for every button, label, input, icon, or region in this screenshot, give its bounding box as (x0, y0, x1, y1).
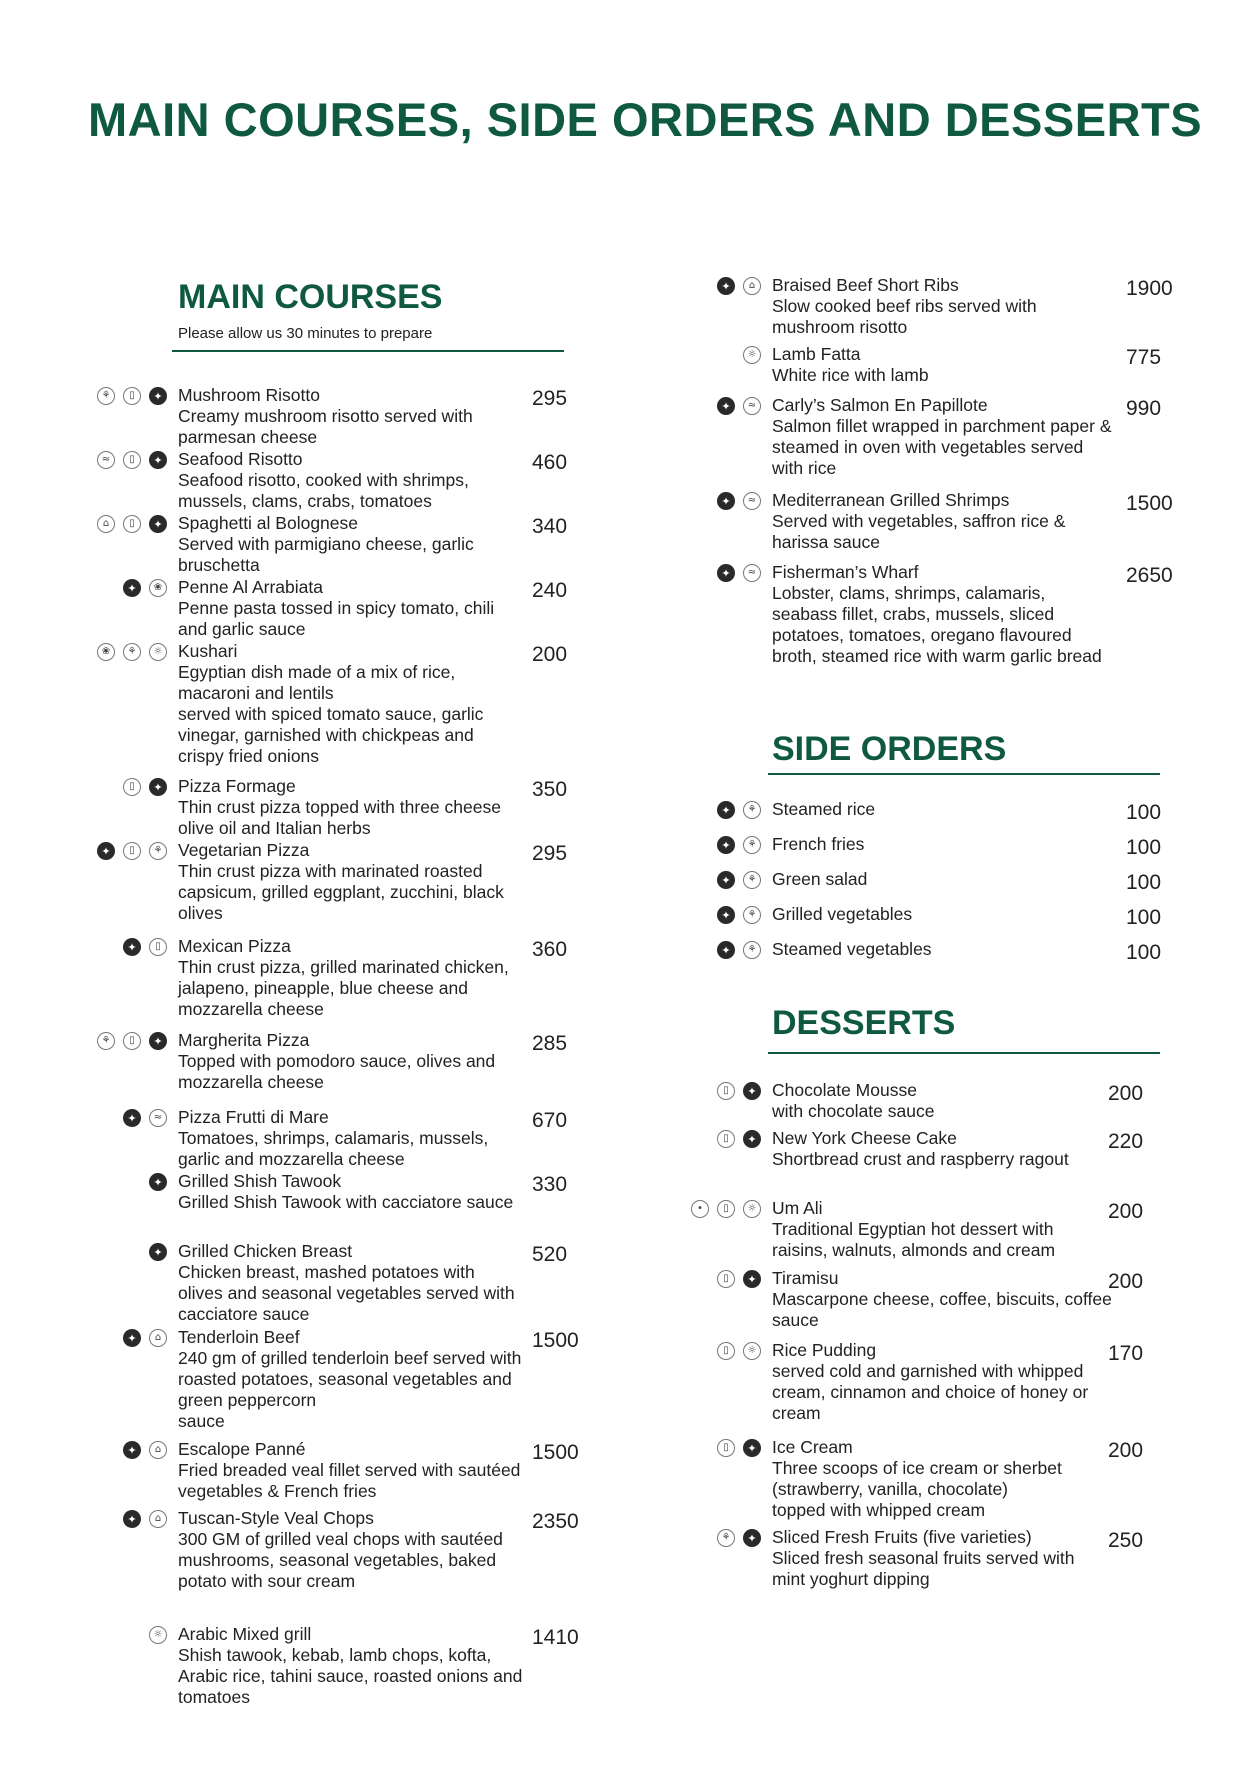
menu-item-steamed-vegetables (772, 939, 1112, 960)
item-price: 100 (1126, 836, 1162, 859)
international-icon: ✦ (149, 778, 167, 796)
item-price: 330 (532, 1173, 568, 1196)
item-description: Mascarpone cheese, coffee, biscuits, coffee sauce (772, 1289, 1112, 1330)
menu-item-tuscan-style-veal-chops (178, 1508, 523, 1592)
item-price: 2650 (1126, 564, 1173, 587)
dairy-icon: ▯ (123, 1032, 141, 1050)
vegetarian-icon: ⚘ (717, 1529, 735, 1547)
dietary-icons (717, 1439, 761, 1457)
item-name: Tuscan-Style Veal Chops (178, 1508, 374, 1528)
spicy-icon: ❀ (97, 643, 115, 661)
dietary-icons (123, 938, 167, 956)
seafood-icon: ≈ (97, 451, 115, 469)
dietary-icons (717, 397, 761, 415)
item-price: 990 (1126, 397, 1162, 420)
international-icon: ✦ (123, 938, 141, 956)
dietary-icons (123, 579, 167, 597)
international-icon: ✦ (717, 492, 735, 510)
international-icon: ✦ (123, 1441, 141, 1459)
item-name: Steamed rice (772, 799, 876, 819)
item-description: Thin crust pizza with marinated roasted capsicum, grilled eggplant, zucchini, black olives (178, 861, 504, 923)
vegetarian-icon: ⚘ (743, 836, 761, 854)
egyptian-icon: ☼ (149, 643, 167, 661)
item-name: Grilled Chicken Breast (178, 1241, 353, 1261)
item-description: Tomatoes, shrimps, calamaris, mussels, garlic and mozzarella cheese (178, 1128, 489, 1169)
item-price: 670 (532, 1109, 568, 1132)
side-orders-title: SIDE ORDERS (772, 730, 1007, 768)
item-name: Green salad (772, 869, 868, 889)
dietary-icons (123, 1329, 167, 1347)
item-description: Thin crust pizza topped with three cheese olive oil and Italian herbs (178, 797, 501, 838)
menu-item-tenderloin-beef (178, 1327, 523, 1432)
item-description: Salmon fillet wrapped in parchment paper & steamed in oven with vegetables served with rice (772, 416, 1112, 478)
egyptian-icon: ☼ (743, 346, 761, 364)
dairy-icon: ▯ (717, 1200, 735, 1218)
international-icon: ✦ (123, 579, 141, 597)
item-name: Mushroom Risotto (178, 385, 320, 405)
menu-item-tiramisu (772, 1268, 1112, 1331)
vegetarian-icon: ⚘ (123, 643, 141, 661)
dietary-icons (123, 1109, 167, 1127)
dietary-icons (717, 1130, 761, 1148)
international-icon: ✦ (717, 397, 735, 415)
item-price: 1500 (1126, 492, 1173, 515)
menu-item-pizza-frutti-di-mare (178, 1107, 523, 1170)
menu-item-um-ali (772, 1198, 1112, 1261)
item-name: Pizza Formage (178, 776, 296, 796)
meat-icon: ⌂ (97, 515, 115, 533)
item-price: 240 (532, 579, 568, 602)
item-description: Grilled Shish Tawook with cacciatore sauce (178, 1192, 514, 1212)
item-name: Margherita Pizza (178, 1030, 310, 1050)
menu-item-french-fries (772, 834, 1112, 855)
item-description: Penne pasta tossed in spicy tomato, chili and garlic sauce (178, 598, 495, 639)
menu-item-grilled-chicken-breast (178, 1241, 523, 1325)
item-price: 200 (1108, 1200, 1144, 1223)
dietary-icons (97, 643, 167, 661)
dietary-icons (717, 836, 761, 854)
item-price: 200 (1108, 1082, 1144, 1105)
item-price: 295 (532, 387, 568, 410)
item-price: 100 (1126, 801, 1162, 824)
dietary-icons (717, 1342, 761, 1360)
item-name: Chocolate Mousse (772, 1080, 917, 1100)
item-description: Traditional Egyptian hot dessert with raisins, walnuts, almonds and cream (772, 1219, 1056, 1260)
dairy-icon: ▯ (123, 842, 141, 860)
vegetarian-icon: ⚘ (149, 842, 167, 860)
menu-item-vegetarian-pizza (178, 840, 523, 924)
item-name: Kushari (178, 641, 238, 661)
dairy-icon: ▯ (717, 1082, 735, 1100)
menu-item-seafood-risotto (178, 449, 523, 512)
menu-item-chocolate-mousse (772, 1080, 1112, 1122)
dietary-icons (123, 778, 167, 796)
international-icon: ✦ (743, 1130, 761, 1148)
dietary-icons (97, 451, 167, 469)
item-description: Three scoops of ice cream or sherbet (strawberry, vanilla, chocolate) topped with whipped cream (772, 1458, 1062, 1520)
item-name: Escalope Panné (178, 1439, 306, 1459)
international-icon: ✦ (717, 906, 735, 924)
menu-item-fisherman-s-wharf (772, 562, 1112, 667)
dietary-icons (97, 842, 167, 860)
dairy-icon: ▯ (717, 1130, 735, 1148)
dietary-icons (717, 801, 761, 819)
prep-time-note: Please allow us 30 minutes to prepare (178, 325, 433, 342)
seafood-icon: ≈ (743, 397, 761, 415)
item-price: 1500 (532, 1329, 579, 1352)
item-name: Lamb Fatta (772, 344, 861, 364)
item-name: Sliced Fresh Fruits (five varieties) (772, 1527, 1032, 1547)
international-icon: ✦ (717, 836, 735, 854)
seafood-icon: ≈ (743, 492, 761, 510)
dietary-icons (717, 492, 761, 510)
international-icon: ✦ (743, 1439, 761, 1457)
item-name: New York Cheese Cake (772, 1128, 957, 1148)
dietary-icons (149, 1626, 167, 1644)
item-description: Served with vegetables, saffron rice & harissa sauce (772, 511, 1066, 552)
page-title: MAIN COURSES, SIDE ORDERS AND DESSERTS (88, 93, 1203, 146)
item-description: Served with parmigiano cheese, garlic bruschetta (178, 534, 474, 575)
international-icon: ✦ (743, 1082, 761, 1100)
vegetarian-icon: ⚘ (97, 1032, 115, 1050)
item-description: served cold and garnished with whipped cream, cinnamon and choice of honey or cream (772, 1361, 1089, 1423)
item-price: 2350 (532, 1510, 579, 1533)
dietary-icons (717, 1082, 761, 1100)
international-icon: ✦ (149, 515, 167, 533)
item-price: 1900 (1126, 277, 1173, 300)
menu-item-spaghetti-al-bolognese (178, 513, 523, 576)
menu-item-braised-beef-short-ribs (772, 275, 1112, 338)
international-icon: ✦ (149, 451, 167, 469)
item-name: Fisherman’s Wharf (772, 562, 919, 582)
item-price: 360 (532, 938, 568, 961)
item-name: Mexican Pizza (178, 936, 291, 956)
international-icon: ✦ (717, 871, 735, 889)
item-name: Steamed vegetables (772, 939, 932, 959)
item-price: 460 (532, 451, 568, 474)
item-name: Grilled vegetables (772, 904, 913, 924)
dairy-icon: ▯ (123, 778, 141, 796)
item-description: 300 GM of grilled veal chops with sautéed mushrooms, seasonal vegetables, baked potato with sour cream (178, 1529, 503, 1591)
item-price: 285 (532, 1032, 568, 1055)
item-name: Tenderloin Beef (178, 1327, 300, 1347)
dietary-icons (123, 1441, 167, 1459)
item-name: Pizza Frutti di Mare (178, 1107, 329, 1127)
dairy-icon: ▯ (717, 1270, 735, 1288)
international-icon: ✦ (97, 842, 115, 860)
international-icon: ✦ (717, 564, 735, 582)
side-orders-header (772, 730, 1006, 769)
item-price: 200 (1108, 1439, 1144, 1462)
item-name: Carly’s Salmon En Papillote (772, 395, 988, 415)
menu-item-lamb-fatta (772, 344, 1112, 386)
meat-icon: ⌂ (149, 1510, 167, 1528)
international-icon: ✦ (149, 1032, 167, 1050)
menu-item-mexican-pizza (178, 936, 523, 1020)
item-name: Arabic Mixed grill (178, 1624, 312, 1644)
meat-icon: ⌂ (149, 1441, 167, 1459)
dietary-icons (717, 564, 761, 582)
item-description: Sliced fresh seasonal fruits served with mint yoghurt dipping (772, 1548, 1075, 1589)
item-price: 200 (532, 643, 568, 666)
international-icon: ✦ (149, 1243, 167, 1261)
item-price: 250 (1108, 1529, 1144, 1552)
menu-item-arabic-mixed-grill (178, 1624, 523, 1708)
menu-item-steamed-rice (772, 799, 1112, 820)
item-name: Tiramisu (772, 1268, 839, 1288)
item-name: Ice Cream (772, 1437, 853, 1457)
item-price: 340 (532, 515, 568, 538)
international-icon: ✦ (149, 1173, 167, 1191)
dairy-icon: ▯ (717, 1439, 735, 1457)
menu-item-sliced-fresh-fruits-five-varieties (772, 1527, 1112, 1590)
item-name: Spaghetti al Bolognese (178, 513, 358, 533)
menu-item-penne-al-arrabiata (178, 577, 523, 640)
item-name: Um Ali (772, 1198, 823, 1218)
menu-item-pizza-formage (178, 776, 523, 839)
menu-item-ice-cream (772, 1437, 1112, 1521)
international-icon: ✦ (123, 1109, 141, 1127)
egyptian-icon: ☼ (743, 1200, 761, 1218)
item-name: French fries (772, 834, 865, 854)
dietary-icons (97, 515, 167, 533)
dietary-icons (149, 1173, 167, 1191)
menu-item-rice-pudding (772, 1340, 1112, 1424)
dietary-icons (97, 387, 167, 405)
menu-item-escalope-pann (178, 1439, 523, 1502)
nuts-icon: • (691, 1200, 709, 1218)
item-description: Topped with pomodoro sauce, olives and mozzarella cheese (178, 1051, 496, 1092)
international-icon: ✦ (743, 1529, 761, 1547)
item-price: 100 (1126, 906, 1162, 929)
international-icon: ✦ (743, 1270, 761, 1288)
dairy-icon: ▯ (123, 451, 141, 469)
menu-item-grilled-shish-tawook (178, 1171, 523, 1213)
dietary-icons (691, 1200, 761, 1218)
item-price: 295 (532, 842, 568, 865)
main-courses-title: MAIN COURSES (178, 278, 443, 316)
menu-item-grilled-vegetables (772, 904, 1112, 925)
menu-item-carly-s-salmon-en-papillote (772, 395, 1112, 479)
international-icon: ✦ (717, 941, 735, 959)
egyptian-icon: ☼ (149, 1626, 167, 1644)
main-courses-header (178, 278, 442, 342)
vegetarian-icon: ⚘ (743, 941, 761, 959)
item-name: Braised Beef Short Ribs (772, 275, 959, 295)
item-price: 1500 (532, 1441, 579, 1464)
dietary-icons (717, 941, 761, 959)
item-price: 775 (1126, 346, 1162, 369)
dairy-icon: ▯ (123, 387, 141, 405)
item-name: Grilled Shish Tawook (178, 1171, 342, 1191)
item-description: Slow cooked beef ribs served with mushroom risotto (772, 296, 1037, 337)
international-icon: ✦ (717, 277, 735, 295)
item-description: 240 gm of grilled tenderloin beef served with roasted potatoes, seasonal vegetables and green peppercorn sauce (178, 1348, 522, 1431)
desserts-divider (768, 1052, 1160, 1054)
meat-icon: ⌂ (743, 277, 761, 295)
desserts-header (772, 1004, 955, 1043)
dairy-icon: ▯ (717, 1342, 735, 1360)
dietary-icons (717, 1270, 761, 1288)
international-icon: ✦ (123, 1329, 141, 1347)
item-description: Egyptian dish made of a mix of rice, macaroni and lentils served with spiced tomato sauce, garlic vinegar, garnished with chickpeas and crispy fried onions (178, 662, 484, 766)
menu-item-kushari (178, 641, 523, 767)
menu-item-margherita-pizza (178, 1030, 523, 1093)
item-description: Fried breaded veal fillet served with sautéed vegetables & French fries (178, 1460, 521, 1501)
item-description: Chicken breast, mashed potatoes with olives and seasonal vegetables served with cacciatore sauce (178, 1262, 515, 1324)
international-icon: ✦ (123, 1510, 141, 1528)
item-name: Vegetarian Pizza (178, 840, 310, 860)
dietary-icons (717, 906, 761, 924)
seafood-icon: ≈ (149, 1109, 167, 1127)
vegetarian-icon: ⚘ (743, 906, 761, 924)
dietary-icons (717, 1529, 761, 1547)
item-price: 200 (1108, 1270, 1144, 1293)
item-description: Thin crust pizza, grilled marinated chicken, jalapeno, pineapple, blue cheese and mozzarella cheese (178, 957, 509, 1019)
item-description: Shortbread crust and raspberry ragout (772, 1149, 1069, 1169)
item-name: Rice Pudding (772, 1340, 877, 1360)
dairy-icon: ▯ (149, 938, 167, 956)
item-description: Seafood risotto, cooked with shrimps, mussels, clams, crabs, tomatoes (178, 470, 469, 511)
vegetarian-icon: ⚘ (743, 801, 761, 819)
item-price: 100 (1126, 941, 1162, 964)
meat-icon: ⌂ (149, 1329, 167, 1347)
item-name: Mediterranean Grilled Shrimps (772, 490, 1010, 510)
main-courses-divider (172, 350, 564, 352)
dairy-icon: ▯ (123, 515, 141, 533)
item-name: Seafood Risotto (178, 449, 303, 469)
item-price: 220 (1108, 1130, 1144, 1153)
menu-item-mushroom-risotto (178, 385, 523, 448)
item-price: 100 (1126, 871, 1162, 894)
side-orders-divider (768, 773, 1160, 775)
spicy-icon: ❀ (149, 579, 167, 597)
international-icon: ✦ (717, 801, 735, 819)
item-price: 1410 (532, 1626, 579, 1649)
item-description: Shish tawook, kebab, lamb chops, kofta, Arabic rice, tahini sauce, roasted onions and tomatoes (178, 1645, 523, 1707)
egyptian-icon: ☼ (743, 1342, 761, 1360)
dietary-icons (717, 277, 761, 295)
international-icon: ✦ (149, 387, 167, 405)
desserts-title: DESSERTS (772, 1004, 956, 1042)
item-description: Lobster, clams, shrimps, calamaris, seabass fillet, crabs, mussels, sliced potatoes, tomatoes, oregano flavoured broth, steamed rice with warm garlic bread (772, 583, 1102, 666)
item-price: 350 (532, 778, 568, 801)
item-description: with chocolate sauce (772, 1101, 935, 1121)
menu-item-mediterranean-grilled-shrimps (772, 490, 1112, 553)
menu-item-new-york-cheese-cake (772, 1128, 1112, 1170)
item-name: Penne Al Arrabiata (178, 577, 323, 597)
item-price: 520 (532, 1243, 568, 1266)
seafood-icon: ≈ (743, 564, 761, 582)
dietary-icons (123, 1510, 167, 1528)
dietary-icons (97, 1032, 167, 1050)
item-price: 170 (1108, 1342, 1144, 1365)
dietary-icons (149, 1243, 167, 1261)
vegetarian-icon: ⚘ (97, 387, 115, 405)
menu-item-green-salad (772, 869, 1112, 890)
dietary-icons (743, 346, 761, 364)
item-description: Creamy mushroom risotto served with parmesan cheese (178, 406, 473, 447)
item-description: White rice with lamb (772, 365, 929, 385)
dietary-icons (717, 871, 761, 889)
vegetarian-icon: ⚘ (743, 871, 761, 889)
